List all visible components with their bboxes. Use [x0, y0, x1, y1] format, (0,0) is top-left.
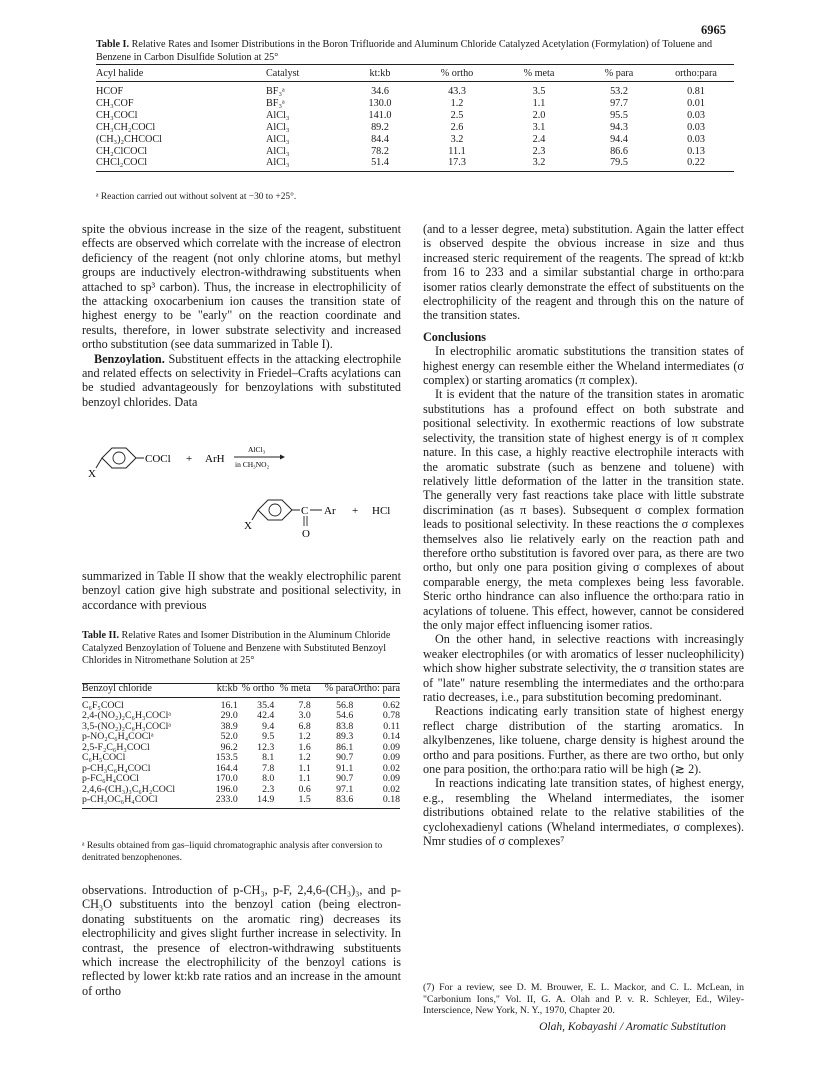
table-cell: p-CH₃OC₆H₄COCl [82, 795, 201, 808]
table-cell: 1.6 [298, 741, 311, 753]
table2-header-cell: % ortho [238, 684, 275, 698]
left-column-top [82, 222, 401, 409]
solvent-label: in CH₃NO₂ [235, 460, 270, 469]
running-footer: Olah, Kobayashi / Aromatic Substitution [539, 1021, 726, 1033]
table-cell: 0.62 [382, 699, 400, 711]
table1-header-cell: % ortho [416, 65, 498, 82]
substituent-x-2: X [244, 520, 252, 532]
table2-footnote: ᵃ Results obtained from gas–liquid chromatographic analysis after conversion to denitrated benzophenones. [82, 841, 383, 863]
table-cell: 91.1 [336, 762, 354, 774]
right-paragraph-4: On the other hand, in selective reactions with increasingly weaker electrophiles (or with aromatics of lesser nucleophilicity) which show higher substrate selectivity, the σ transition states are of "late" nature resembling the intermediates and the ortho:para ratio decreases, i.e., para substitution becoming predominant. [423, 632, 744, 704]
table2-header-cell: % para [311, 684, 354, 698]
table-cell: 0.03 [687, 121, 705, 133]
table1-caption [96, 39, 736, 64]
table2-header-cell: Ortho: para [353, 684, 400, 698]
table-cell: 0.09 [382, 752, 400, 763]
table-cell: 86.1 [336, 741, 354, 753]
catalyst-label: AlCl₃ [248, 445, 266, 454]
left-paragraph-4: observations. Introduction of p-CH₃, p-F, 2,4,6-(CH₃)₃, and p-CH₃O substituents into the benzoyl cation (being electron-donating substituents on the aromatic ring) decreases its electrophilicity and gives slight further increase in selectivity. In contrast, the presence of electron-withdrawing substituents which increase the electrophilicity of the benzoyl cations is reflected by lower kt:kb rate ratios and an increase in the amount of ortho [82, 883, 401, 998]
table-cell: 3.5 [532, 86, 546, 97]
table-cell: 130.0 [368, 97, 392, 109]
table-cell: 1.2 [298, 731, 311, 742]
table2-body [82, 697, 400, 808]
table-cell: 0.6 [298, 783, 311, 795]
table-cell: 16.1 [220, 699, 238, 711]
product-ar: Ar [324, 505, 336, 517]
table-cell: 0.14 [382, 731, 400, 742]
left-paragraph-3: summarized in Table II show that the weakly electrophilic parent benzoyl cation give high substrate and positional selectivity, in accordance with previous [82, 569, 401, 612]
product-oxygen: O [302, 528, 310, 538]
benzoylation-scheme [82, 438, 412, 538]
table-cell: 196.0 [215, 783, 238, 795]
table2-header-cell: % meta [274, 684, 310, 698]
reaction-arrow [234, 445, 285, 469]
table-row [82, 753, 400, 764]
table-cell: 2.3 [532, 145, 546, 157]
table1-header-row [96, 65, 734, 82]
table-cell: 141.0 [368, 109, 392, 121]
product-carbon: C [301, 505, 309, 517]
table1-header-cell: % meta [498, 65, 580, 82]
table-cell: 0.11 [383, 720, 400, 732]
table-cell: 3.0 [298, 710, 311, 721]
table-cell: 86.6 [610, 145, 628, 157]
table-cell: 2,5-F₂C₆H₃COCl [82, 741, 150, 753]
arene-label: ArH [205, 453, 225, 465]
table1-header-cell: ortho:para [658, 65, 734, 82]
table2-header-cell: kt:kb [201, 684, 237, 698]
table-cell: 2.6 [450, 121, 464, 133]
table-cell: 0.78 [382, 710, 400, 721]
table-row [96, 98, 734, 110]
table-cell: 90.7 [336, 773, 354, 784]
table2-label: Table II. [82, 630, 119, 641]
table-cell: 0.02 [382, 762, 400, 774]
table-cell: 8.1 [262, 752, 275, 763]
table-cell: AlCl₃ [266, 121, 290, 133]
table-cell: CH₃CH₂COCl [96, 121, 156, 133]
table-cell: 89.2 [371, 121, 389, 133]
table-cell: 2.4 [532, 133, 546, 145]
table-cell: 94.4 [610, 133, 628, 145]
right-paragraph-6: In reactions indicating late transition states, of highest energy, e.g., resembling the Wheland intermediates, the isomer distributions obtained relate to the relative stabilities of the cyclohexadienyl cations (Wheland intermediates, σ complexes). Nmr studies of σ complexes⁷ [423, 776, 744, 849]
table-cell: 9.4 [262, 720, 275, 732]
table-cell: CH₃COCl [96, 109, 138, 121]
table-cell: 170.0 [215, 773, 238, 784]
table-cell: C₆F₅COCl [82, 699, 124, 711]
table-cell: 53.2 [610, 86, 628, 97]
table-cell: 97.7 [610, 97, 628, 109]
table-cell: 0.81 [687, 86, 705, 97]
table-row [82, 711, 400, 722]
table-cell: 0.03 [687, 109, 705, 121]
table-cell: CH₂ClCOCl [96, 145, 148, 157]
table-cell: 3.1 [532, 121, 546, 133]
table-cell: 38.9 [220, 720, 238, 732]
table-cell: (CH₃)₂CHCOCl [96, 133, 162, 145]
table-cell: p-CH₃C₆H₄COCl [82, 762, 151, 774]
table-cell: 164.4 [215, 762, 238, 774]
table-cell: BF₃ᵃ [266, 97, 285, 109]
table-cell: 1.2 [298, 752, 311, 763]
table-cell: 94.3 [610, 121, 628, 133]
table-cell: 1.1 [532, 97, 546, 109]
table-cell: BF₃ᵃ [266, 86, 285, 97]
table-cell: 233.0 [201, 795, 237, 808]
table-cell: 0.01 [687, 97, 705, 109]
left-column-mid [82, 569, 401, 612]
substituent-x-1: X [88, 468, 96, 480]
byproduct-label: HCl [372, 505, 391, 517]
table-cell: 2.3 [262, 783, 275, 795]
table-cell: 2,4-(NO₂)₂C₆H₃COClᵃ [82, 710, 171, 721]
table-row [82, 774, 400, 785]
table-cell: 3,5-(NO₂)₂C₆H₃COClᵃ [82, 720, 171, 732]
table-cell: 14.9 [238, 795, 275, 808]
table-row [96, 146, 734, 158]
table-cell: 51.4 [344, 157, 416, 171]
table-cell: 42.4 [257, 710, 275, 721]
reference-7: (7) For a review, see D. M. Brouwer, E. L. Mackor, and C. L. McLean, in "Carbonium Ions," Vol. II, G. A. Olah and P. v. R. Schleyer, Ed., Wiley-Interscience, New York, N. Y., 1970, Chapter 20. [423, 982, 744, 1017]
table-row [96, 82, 734, 98]
right-paragraph-1: (and to a lesser degree, meta) substitution. Again the latter effect is observed despite the obvious increase in size and thus increased steric requirement of the reagents. The spread of kt:kb from 16 to 233 and a similar substantial charge in ortho:para isomer ratios clearly demonstrate the effect of substituents on the electrophilicity of the reagent and through this on the nature of the transition states. [423, 222, 744, 323]
table-cell: 1.5 [274, 795, 310, 808]
table-cell: HCOF [96, 86, 124, 97]
table-cell: 29.0 [220, 710, 238, 721]
table-cell: p-FC₆H₄COCl [82, 773, 139, 784]
table-cell: 17.3 [416, 157, 498, 171]
right-paragraph-2: In electrophilic aromatic substitutions the transition states of highest energy can resemble either the Wheland intermediates (σ complex) or starting aromatics (π complex). [423, 344, 744, 388]
table2-caption-text: Relative Rates and Isomer Distribution in the Aluminum Chloride Catalyzed Benzoylation of Toluene and Benzene with Substituted Benzoyl Chlorides in Nitromethane Solution at 25° [82, 630, 391, 666]
table1-footnote: ᵃ Reaction carried out without solvent at −30 to +25°. [96, 192, 297, 202]
table-cell: 89.3 [336, 731, 354, 742]
table1-header-cell: Catalyst [266, 65, 344, 82]
table-cell: 0.03 [687, 133, 705, 145]
table-cell: 7.8 [262, 762, 275, 774]
table1 [96, 64, 734, 172]
table-cell: 79.5 [580, 157, 658, 171]
table-row [96, 134, 734, 146]
table-row [82, 732, 400, 743]
plus-sign-2: + [352, 505, 359, 517]
table-cell: 84.4 [371, 133, 389, 145]
table-row [96, 110, 734, 122]
table-cell: 52.0 [220, 731, 238, 742]
table-cell: 6.8 [298, 720, 311, 732]
benzoyl-chloride-structure [88, 448, 171, 480]
table-cell: 35.4 [257, 699, 275, 711]
table-cell: 90.7 [336, 752, 354, 763]
table-cell: CH₃COF [96, 97, 134, 109]
table-row [96, 157, 734, 171]
table-cell: 34.6 [371, 86, 389, 97]
table-row [82, 697, 400, 711]
table1-header-cell: Acyl halide [96, 65, 266, 82]
table2-header-cell: Benzoyl chloride [82, 684, 201, 698]
table-cell: AlCl₃ [266, 133, 290, 145]
left-column-bottom [82, 883, 401, 998]
table-cell: 1.1 [298, 773, 311, 784]
table-cell: 2,4,6-(CH₃)₃C₆H₂COCl [82, 783, 176, 795]
table-cell: AlCl₃ [266, 157, 344, 171]
table-cell: AlCl₃ [266, 145, 290, 157]
table-cell: 7.8 [298, 699, 311, 711]
reagent-label: COCl [145, 453, 171, 465]
table-cell: 83.8 [336, 720, 354, 732]
right-column [423, 222, 744, 848]
table-cell: 54.6 [336, 710, 354, 721]
table-cell: 43.3 [448, 86, 466, 97]
conclusions-heading: Conclusions [423, 329, 486, 344]
table-cell: 56.8 [336, 699, 354, 711]
table-cell: 0.22 [658, 157, 734, 171]
table-cell: 97.1 [336, 783, 354, 795]
table-cell: 1.2 [450, 97, 464, 109]
table1-caption-text: Relative Rates and Isomer Distributions in the Boron Trifluoride and Aluminum Chloride Catalyzed Acetylation (Formylation) of Toluene and Benzene in Carbon Disulfide Solution at 25° [96, 39, 713, 63]
right-paragraph-3: It is evident that the nature of the transition states in aromatic substitutions has a profound effect on both substrate and positional selectivity. In exothermic reactions of low substrate selectivity, the transition state of highest energy is of π complex nature. In this case, a highly reactive electrophile interacts with the aromatic substrate (such as benzene and toluene) with relatively little deformation of the latter in the transition state. The generally very fast reactions take place with little substrate discrimination (as π bases). Subsequent σ complex formation leads to positional selectivity. In these reactions the σ complexes themselves also lie relatively early on the reaction path and therefore ortho substitution is favored over para, as there are two ortho, but only one para position giving σ complexes of about comparable energy, the meta complexes being less favorable. Steric ortho hindrance can also influence the ortho:para ratio in acylations of toluene. This effect, however, cannot be considered the only major effect influencing isomer ratios. [423, 387, 744, 632]
table-cell: 0.18 [353, 795, 400, 808]
plus-sign-1: + [186, 453, 193, 465]
left-paragraph-1: spite the obvious increase in the size of the reagent, substituent effects are observed which correlate with the increase of electron deficiency of the reagent (not only chlorine atoms, but methyl groups are inductively electron-withdrawing substituents when attached to sp³ carbon). Thus, the increase in electrophilicity of the attacking oxocarbenium ion causes the transition state of highest energy to be "early" on the reaction coordinate and results, therefore, in lower substrate selectivity and increased ortho substitution (see data summarized in Table I). [82, 222, 401, 352]
benzophenone-product [244, 500, 336, 538]
table-cell: AlCl₃ [266, 109, 290, 121]
table-cell: 0.13 [687, 145, 705, 157]
table-cell: 11.1 [448, 145, 466, 157]
table-cell: 9.5 [262, 731, 275, 742]
table2 [82, 683, 400, 809]
table1-body [96, 82, 734, 172]
table-cell: 83.6 [311, 795, 354, 808]
table-cell: 0.09 [382, 741, 400, 753]
benzoylation-heading: Benzoylation. [94, 351, 165, 366]
table2-caption [82, 630, 402, 668]
left-paragraph-2 [82, 352, 401, 410]
table-cell: 8.0 [262, 773, 275, 784]
table1-header-cell: kt:kb [344, 65, 416, 82]
table-cell: 96.2 [220, 741, 238, 753]
table1-label: Table I. [96, 39, 130, 50]
benzoylation-text: Substituent effects in the attacking electrophile and related effects on selectivity in Friedel–Crafts acylations can be studied advantageously for benzoylations with substituted benzoyl chlorides. Data [82, 351, 401, 409]
table-row [96, 122, 734, 134]
table-cell: 2.5 [450, 109, 464, 121]
table1-header-cell: % para [580, 65, 658, 82]
table-cell: 2.0 [532, 109, 546, 121]
page-number: 6965 [701, 23, 726, 37]
right-paragraph-5: Reactions indicating early transition state of highest energy reflect charge distribution of the starting aromatics. In alkylbenzenes, like toluene, charge density is highest around the ortho and para positions. Further, as there are two ortho, but only one para position, the ortho:para ratio will be high (≳ 2). [423, 704, 744, 777]
table-cell: 153.5 [215, 752, 238, 763]
table-cell: 0.02 [382, 783, 400, 795]
table-cell: 1.1 [298, 762, 311, 774]
table-row [82, 795, 400, 808]
table2-header-row [82, 684, 400, 698]
table-cell: 3.2 [498, 157, 580, 171]
table-cell: 12.3 [257, 741, 275, 753]
table-cell: 95.5 [610, 109, 628, 121]
table-cell: 78.2 [371, 145, 389, 157]
table-cell: C₆H₅COCl [82, 752, 126, 763]
table-cell: CHCl₂COCl [96, 157, 266, 171]
table-cell: 0.09 [382, 773, 400, 784]
table-cell: 3.2 [450, 133, 464, 145]
table-cell: p-NO₂C₆H₄COClᵃ [82, 731, 154, 742]
